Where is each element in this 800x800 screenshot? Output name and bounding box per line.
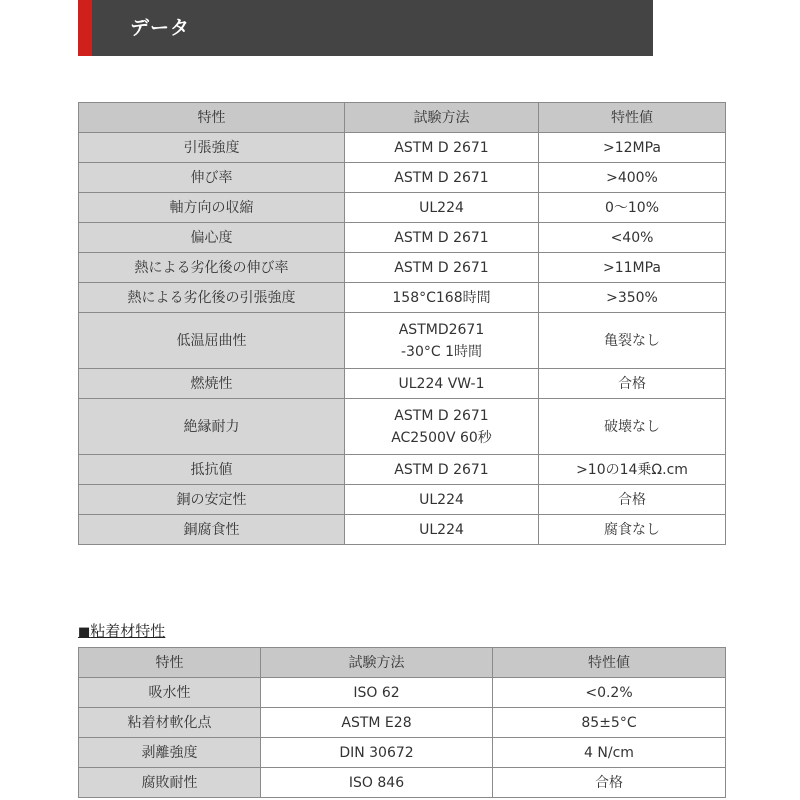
value-cell: >10の14乗Ω.cm (539, 455, 726, 485)
property-cell: 伸び率 (79, 163, 345, 193)
property-cell: 銅腐食性 (79, 515, 345, 545)
method-cell: ISO 846 (261, 768, 493, 798)
property-cell: 吸水性 (79, 678, 261, 708)
property-cell: 引張強度 (79, 133, 345, 163)
property-cell: 絶縁耐力 (79, 399, 345, 455)
value-cell: 合格 (539, 485, 726, 515)
value-cell: >12MPa (539, 133, 726, 163)
table-row (79, 738, 726, 768)
value-cell: 合格 (539, 369, 726, 399)
value-cell: <0.2% (493, 678, 726, 708)
value-cell: >11MPa (539, 253, 726, 283)
property-cell: 剥離強度 (79, 738, 261, 768)
property-cell: 熱による劣化後の引張強度 (79, 283, 345, 313)
value-cell: 4 N/cm (493, 738, 726, 768)
method-cell: UL224 VW-1 (345, 369, 539, 399)
value-cell: 腐食なし (539, 515, 726, 545)
table-row (79, 369, 726, 399)
method-cell: ASTM D 2671 (345, 455, 539, 485)
adhesive-section-title: 粘着材特性 (90, 622, 166, 640)
table-row (79, 678, 726, 708)
table-row (79, 193, 726, 223)
table-row (79, 768, 726, 798)
table-row (79, 223, 726, 253)
value-cell: 85±5°C (493, 708, 726, 738)
method-cell: ASTM D 2671 (345, 163, 539, 193)
method-line: ASTM D 2671 (394, 407, 489, 424)
table-row (79, 708, 726, 738)
property-cell: 抵抗値 (79, 455, 345, 485)
method-cell: UL224 (345, 193, 539, 223)
method-cell: DIN 30672 (261, 738, 493, 768)
value-cell: 破壊なし (539, 399, 726, 455)
adhesive-section-heading (78, 620, 165, 641)
method-cell: ASTM D 2671 (345, 133, 539, 163)
method-cell (345, 399, 539, 455)
header-cell-property: 特性 (79, 103, 345, 133)
table-header-row (79, 648, 726, 678)
header-cell-method: 試験方法 (261, 648, 493, 678)
property-cell: 軸方向の収縮 (79, 193, 345, 223)
value-cell: 亀裂なし (539, 313, 726, 369)
table-header-row (79, 103, 726, 133)
square-marker-icon: ■ (78, 625, 91, 640)
properties-table (78, 102, 726, 545)
property-cell: 低温屈曲性 (79, 313, 345, 369)
method-cell: UL224 (345, 515, 539, 545)
property-cell: 腐敗耐性 (79, 768, 261, 798)
table-row (79, 133, 726, 163)
table-row (79, 399, 726, 455)
table-row (79, 283, 726, 313)
property-cell: 熱による劣化後の伸び率 (79, 253, 345, 283)
method-cell: ASTM D 2671 (345, 223, 539, 253)
value-cell: >400% (539, 163, 726, 193)
method-line: ASTMD2671 (398, 321, 485, 338)
header-cell-method: 試験方法 (345, 103, 539, 133)
header-cell-property: 特性 (79, 648, 261, 678)
header-accent-stripe (78, 0, 92, 56)
method-cell: ASTM D 2671 (345, 253, 539, 283)
section-title: データ (130, 17, 191, 39)
property-cell: 銅の安定性 (79, 485, 345, 515)
table-row (79, 455, 726, 485)
table-row (79, 313, 726, 369)
table-row (79, 163, 726, 193)
method-cell: ISO 62 (261, 678, 493, 708)
method-cell: UL224 (345, 485, 539, 515)
method-cell: ASTM E28 (261, 708, 493, 738)
property-cell: 粘着材軟化点 (79, 708, 261, 738)
method-line: AC2500V 60秒 (391, 429, 492, 446)
value-cell: >350% (539, 283, 726, 313)
method-cell (345, 313, 539, 369)
value-cell: 0〜10% (539, 193, 726, 223)
table-row (79, 515, 726, 545)
adhesive-properties-table (78, 647, 726, 798)
table-row (79, 485, 726, 515)
header-cell-value: 特性値 (493, 648, 726, 678)
table-row (79, 253, 726, 283)
property-cell: 偏心度 (79, 223, 345, 253)
header-cell-value: 特性値 (539, 103, 726, 133)
property-cell: 燃焼性 (79, 369, 345, 399)
method-line: -30°C 1時間 (401, 343, 482, 360)
value-cell: 合格 (493, 768, 726, 798)
value-cell: <40% (539, 223, 726, 253)
method-cell: 158°C168時間 (345, 283, 539, 313)
